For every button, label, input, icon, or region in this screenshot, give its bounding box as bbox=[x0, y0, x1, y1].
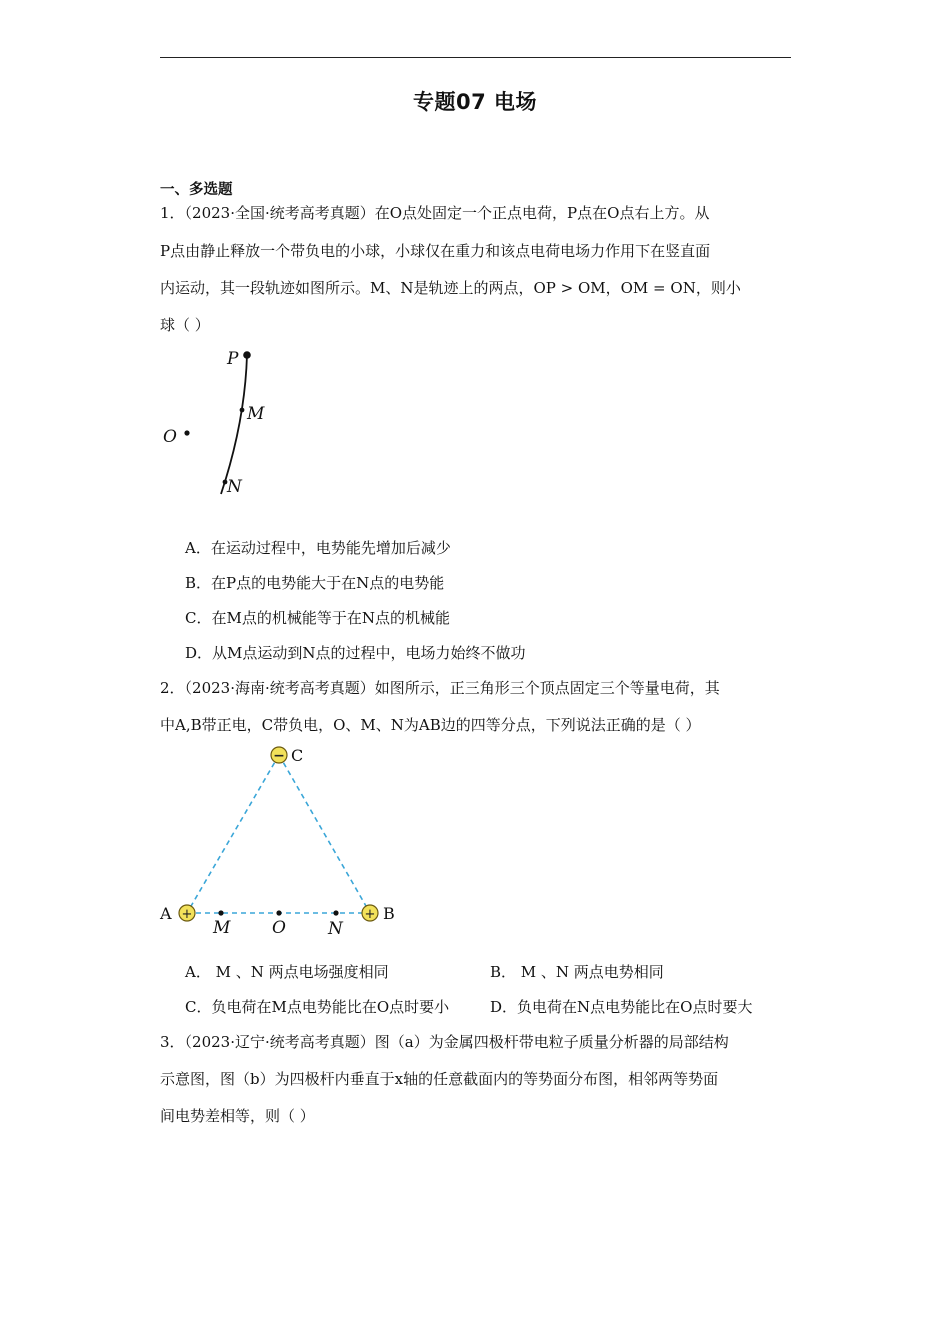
q1-option-a: A．在运动过程中，电势能先增加后减少 bbox=[185, 539, 451, 557]
label-a: A bbox=[160, 904, 172, 923]
label-o: O bbox=[163, 427, 177, 447]
q2-option-c: C．负电荷在M点电势能比在O点时要小 bbox=[185, 998, 450, 1016]
point-m-dot bbox=[218, 910, 223, 915]
q2-option-a: A． M 、N 两点电场强度相同 bbox=[185, 963, 389, 981]
trajectory-curve bbox=[221, 355, 247, 494]
top-rule bbox=[160, 57, 791, 58]
page-title: 专题07 电场 bbox=[412, 90, 538, 114]
q1-trajectory-figure bbox=[155, 342, 275, 502]
q1-line-3: 内运动，其一段轨迹如图所示。M、N是轨迹上的两点，OP > OM，OM = ON，则小 bbox=[160, 279, 741, 297]
q2-line-1: 2．（2023·海南·统考高考真题）如图所示，正三角形三个顶点固定三个等量电荷，其 bbox=[160, 679, 720, 697]
label-n: N bbox=[227, 477, 242, 497]
label-n: N bbox=[328, 919, 343, 939]
point-o-dot bbox=[184, 430, 189, 435]
q2-option-d: D．负电荷在N点电势能比在O点时要大 bbox=[490, 998, 753, 1016]
point-n-dot bbox=[333, 910, 338, 915]
point-p-dot bbox=[243, 351, 251, 359]
point-o-dot bbox=[276, 910, 281, 915]
label-m: M bbox=[213, 918, 231, 938]
label-m: M bbox=[247, 404, 265, 424]
q3-line-2: 示意图，图（b）为四极杆内垂直于x轴的任意截面内的等势面分布图，相邻两等势面 bbox=[160, 1070, 719, 1088]
q1-option-b: B．在P点的电势能大于在N点的电势能 bbox=[185, 574, 445, 592]
q2-option-b: B． M 、N 两点电势相同 bbox=[490, 963, 664, 981]
q1-option-c: C．在M点的机械能等于在N点的机械能 bbox=[185, 609, 450, 627]
q1-line-1: 1．（2023·全国·统考高考真题）在O点处固定一个正点电荷，P点在O点右上方。从 bbox=[160, 204, 710, 222]
q1-line-4: 球（ ） bbox=[160, 316, 210, 334]
q3-line-1: 3．（2023·辽宁·统考高考真题）图（a）为金属四极杆带电粒子质量分析器的局部结构 bbox=[160, 1033, 729, 1051]
q2-line-2: 中A,B带正电，C带负电，O、M、N为AB边的四等分点，下列说法正确的是（ ） bbox=[160, 716, 701, 734]
edge-ac bbox=[187, 755, 279, 913]
label-p: P bbox=[227, 349, 239, 369]
q1-option-d: D．从M点运动到N点的过程中，电场力始终不做功 bbox=[185, 644, 526, 662]
point-m-dot bbox=[240, 408, 245, 413]
charge-b-sign: + bbox=[364, 907, 376, 922]
charge-a-sign: + bbox=[181, 907, 193, 922]
label-c: C bbox=[291, 746, 304, 765]
label-o: O bbox=[272, 918, 286, 938]
q1-line-2: P点由静止释放一个带负电的小球，小球仅在重力和该点电荷电场力作用下在竖直面 bbox=[160, 242, 711, 260]
charge-c-sign: − bbox=[273, 748, 285, 764]
q2-triangle-figure bbox=[155, 740, 415, 940]
label-b: B bbox=[383, 904, 395, 923]
q3-line-3: 间电势差相等，则（ ） bbox=[160, 1107, 315, 1125]
section-heading: 一、多选题 bbox=[160, 182, 233, 198]
edge-bc bbox=[279, 755, 370, 913]
